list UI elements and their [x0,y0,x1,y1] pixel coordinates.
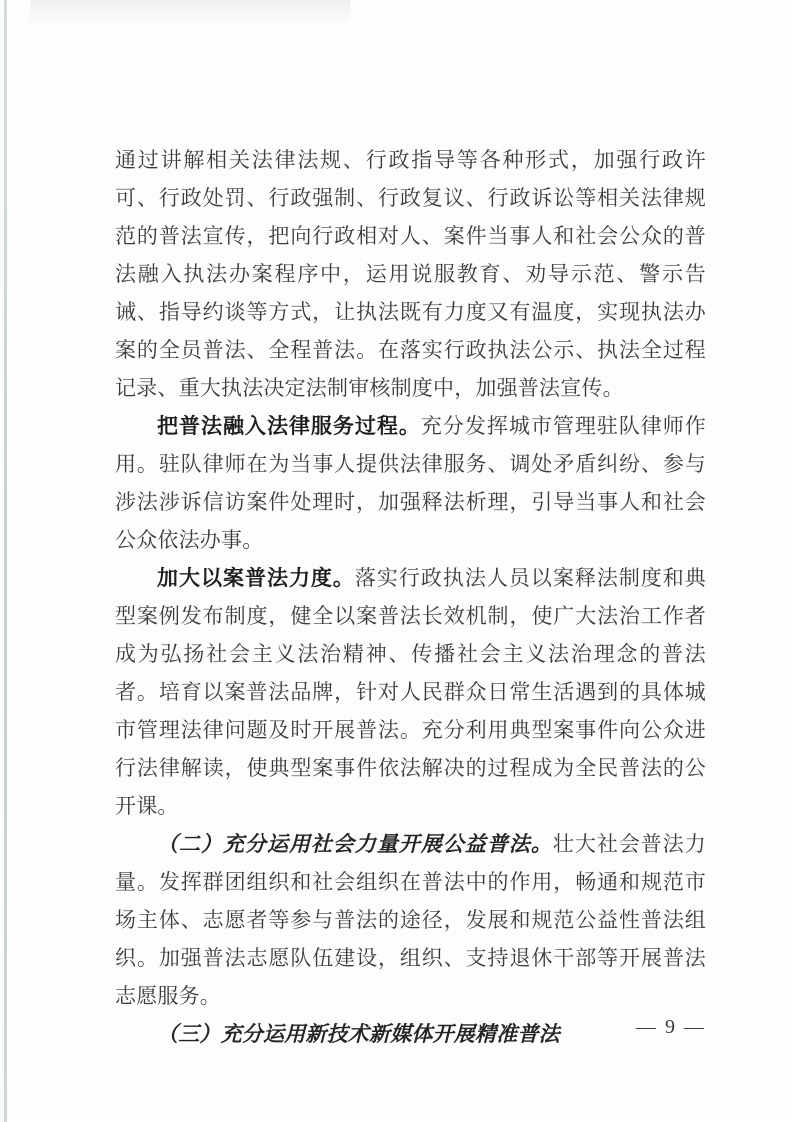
paragraph-text: 充分发挥城市管理驻队律师作用。驻队律师在为当事人提供法律服务、调处矛盾纠纷、参与涉法涉诉信访案件处理时，加强释法析理，引导当事人和社会公众依法办事。 [115,414,706,552]
paragraph-text: 落实行政执法人员以案释法制度和典型案例发布制度，健全以案普法长效机制，使广大法治工作者成为弘扬社会主义法治精神、传播社会主义法治理念的普法者。培育以案普法品牌，针对人民群众日常生活遇到的具体城市管理法律问题及时开展普法。充分利用典型案事件向公众进行法律解读，使典型案事件依法解决的过程成为全民普法的公开课。 [115,566,706,818]
paragraph-section-two-public-welfare [115,825,706,1015]
paragraph-text: 通过讲解相关法律法规、行政指导等各种形式，加强行政许可、行政处罚、行政强制、行政复议、行政诉讼等相关法律规范的普法宣传，把向行政相对人、案件当事人和社会公众的普法融入执法办案程序中，运用说服教育、劝导示范、警示告诫、指导约谈等方式，让执法既有力度又有温度，实现执法办案的全员普法、全程普法。在落实行政执法公示、执法全过程记录、重大执法决定法制审核制度中，加强普法宣传。 [115,148,706,400]
section-heading: （二）充分运用社会力量开展公益普法。 [157,832,553,856]
page-number: — 9 — [636,1016,706,1038]
paragraph-legal-service-integration [115,407,706,559]
paragraph-text: 壮大社会普法力量。发挥群团组织和社会组织在普法中的作用，畅通和规范市场主体、志愿者等参与普法的途径，发展和规范公益性普法组织。加强普法志愿队伍建设，组织、支持退休干部等开展普法志愿服务。 [115,832,706,1008]
section-heading: （三）充分运用新技术新媒体开展精准普法 [157,1022,560,1046]
run-in-heading: 把普法融入法律服务过程。 [157,414,421,438]
scan-smudge-artifact [30,0,350,26]
paragraph-case-based-publicity [115,559,706,825]
scan-edge-artifact [4,0,7,1122]
run-in-heading: 加大以案普法力度。 [157,566,355,590]
document-body [115,141,706,1053]
paragraph-enforcement-publicity-continuation [115,141,706,407]
